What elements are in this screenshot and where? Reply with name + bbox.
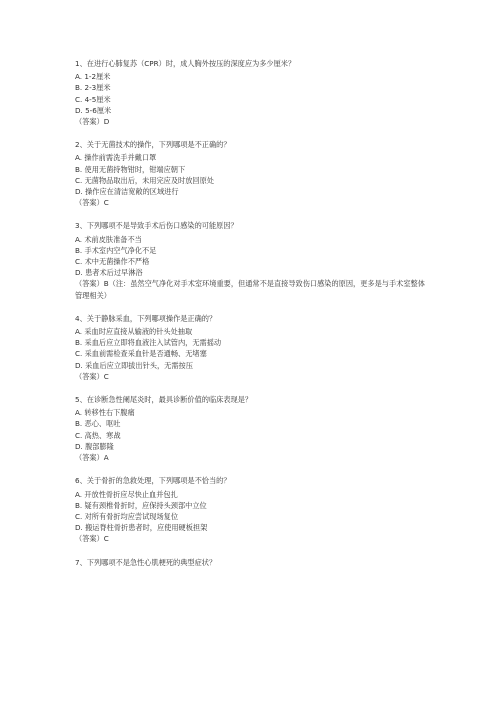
option-d: D. 搬运脊柱骨折患者时，应使用硬板担架 bbox=[75, 523, 208, 533]
option-d: D. 操作应在清洁宽敞的区域进行 bbox=[75, 187, 179, 197]
question-1 bbox=[75, 58, 436, 127]
question-stem: 3、下列哪项不是导致手术后伤口感染的可能原因？ bbox=[75, 221, 238, 231]
answer: （答案）D bbox=[75, 117, 110, 127]
option-c: C. 术中无菌操作不严格 bbox=[75, 257, 150, 267]
answer: （答案）B（注：虽然空气净化对手术室环境重要，但通常不是直接导致伤口感染的原因，更多是与手术室整体管理相关） bbox=[75, 279, 425, 300]
question-stem: 1、在进行心肺复苏（CPR）时，成人胸外按压的深度应为多少厘米？ bbox=[75, 59, 296, 68]
question-stem: 2、关于无菌技术的操作，下列哪项是不正确的？ bbox=[75, 140, 231, 150]
answer: （答案）C bbox=[75, 198, 109, 208]
question-stem: 7、下列哪项不是急性心肌梗死的典型症状？ bbox=[75, 557, 217, 567]
question-2 bbox=[75, 139, 436, 208]
question-3 bbox=[75, 220, 436, 300]
option-b: B. 手术室内空气净化不足 bbox=[75, 245, 157, 255]
option-d: D. 腹部膨隆 bbox=[75, 441, 114, 451]
option-a: A. 术前皮肤准备不当 bbox=[75, 234, 142, 244]
option-b: B. 2-3厘米 bbox=[75, 83, 111, 93]
option-c: C. 采血前需检查采血针是否通畅、无堵塞 bbox=[75, 349, 207, 359]
option-c: C. 无菌物品取出后，未用完应及时放回原处 bbox=[75, 175, 214, 185]
answer: （答案）C bbox=[75, 534, 109, 544]
option-d: D. 患者术后过早淋浴 bbox=[75, 268, 143, 278]
option-d: D. 5-6厘米 bbox=[75, 105, 112, 115]
question-6 bbox=[75, 475, 436, 544]
option-c: C. 对所有骨折均应尝试现场复位 bbox=[75, 511, 179, 521]
question-4 bbox=[75, 313, 436, 382]
option-d: D. 采血后应立即拔出针头，无需按压 bbox=[75, 360, 193, 370]
question-stem: 4、关于静脉采血，下列哪项操作是正确的？ bbox=[75, 313, 217, 323]
option-b: B. 疑有颈椎骨折时，应保持头颈部中立位 bbox=[75, 500, 207, 510]
option-c: C. 高热、寒战 bbox=[75, 430, 121, 440]
option-b: B. 采血后应立即将血液注入试管内，无需摇动 bbox=[75, 338, 222, 348]
question-7 bbox=[75, 557, 436, 568]
option-c: C. 4-5厘米 bbox=[75, 94, 111, 104]
option-a: A. 1-2厘米 bbox=[75, 72, 111, 82]
answer: （答案）A bbox=[75, 453, 109, 463]
option-b: B. 恶心、呕吐 bbox=[75, 419, 121, 429]
option-a: A. 采血时应直接从输液的针头处抽取 bbox=[75, 327, 193, 337]
option-a: A. 操作前需洗手并戴口罩 bbox=[75, 153, 157, 163]
answer: （答案）C bbox=[75, 371, 109, 381]
question-stem: 5、在诊断急性阑尾炎时，最具诊断价值的临床表现是？ bbox=[75, 395, 253, 405]
question-5 bbox=[75, 394, 436, 463]
option-b: B. 使用无菌持物钳时，钳端应朝下 bbox=[75, 164, 186, 174]
option-a: A. 开放性骨折应尽快止血并包扎 bbox=[75, 489, 178, 499]
option-a: A. 转移性右下腹痛 bbox=[75, 408, 135, 418]
question-stem: 6、关于骨折的急救处理，下列哪项是不恰当的？ bbox=[75, 476, 231, 486]
